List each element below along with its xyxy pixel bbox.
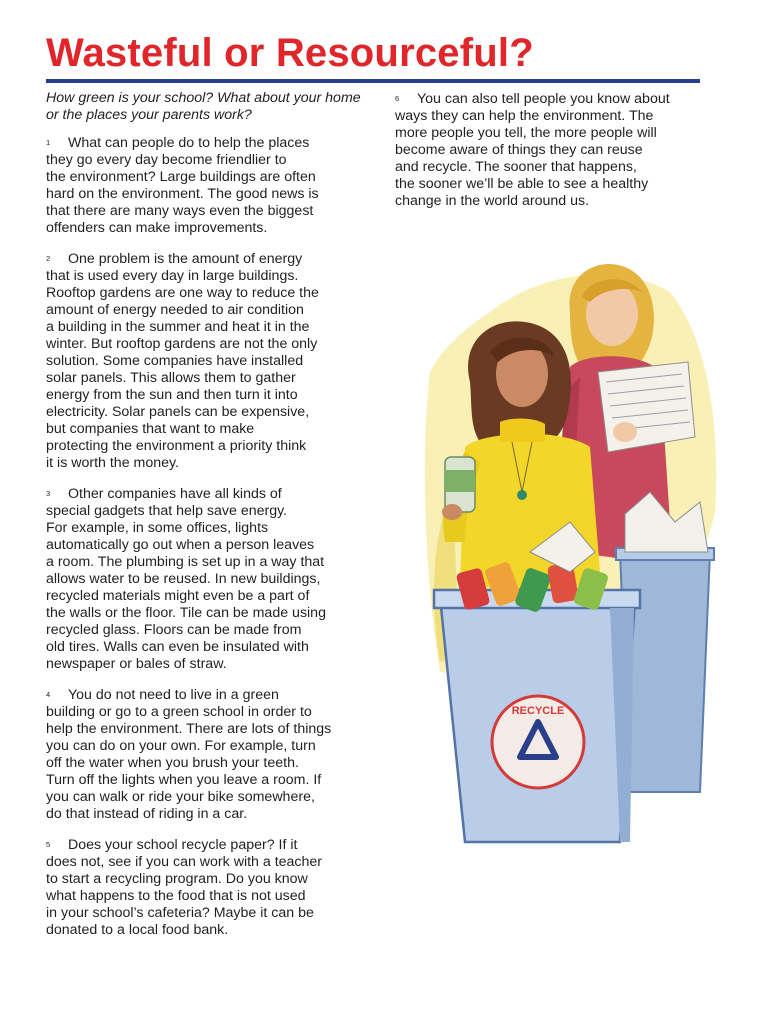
left-column bbox=[46, 90, 366, 953]
paragraph-line: Turn off the lights when you leave a room. If bbox=[46, 772, 322, 788]
paragraph-1 bbox=[46, 135, 366, 237]
paragraph-line: building or go to a green school in order to bbox=[46, 704, 312, 720]
title-divider bbox=[46, 79, 700, 83]
paragraph-line: it is worth the money. bbox=[46, 455, 179, 471]
paragraph-line: to start a recycling program. Do you know bbox=[46, 871, 308, 887]
paragraph-line: automatically go out when a person leaves bbox=[46, 537, 315, 553]
paragraph-line: Does your school recycle paper? If it bbox=[68, 837, 298, 853]
recycle-label: RECYCLE bbox=[511, 705, 565, 717]
paragraph-number: 3 bbox=[46, 489, 51, 498]
paragraph-line: For example, in some offices, lights bbox=[46, 520, 269, 536]
paragraph-line: recycled glass. Floors can be made from bbox=[46, 622, 302, 638]
paragraph-line: you can walk or ride your bike somewhere, bbox=[46, 789, 315, 805]
paragraph-line: recycled materials might even be a part of bbox=[46, 588, 310, 604]
paragraph-number: 6 bbox=[395, 94, 400, 103]
paragraph-4 bbox=[46, 687, 366, 823]
paragraph-line: old tires. Walls can even be insulated with bbox=[46, 639, 309, 655]
paragraph-line: the sooner we’ll be able to see a healthy bbox=[395, 176, 649, 192]
paragraph-line: newspaper or bales of straw. bbox=[46, 656, 227, 672]
paragraph-number: 2 bbox=[46, 254, 51, 263]
paragraph-3 bbox=[46, 486, 366, 673]
paragraph-line: special gadgets that help save energy. bbox=[46, 503, 288, 519]
paragraph-line: Other companies have all kinds of bbox=[68, 486, 282, 502]
paragraph-line: energy from the sun and then turn it into bbox=[46, 387, 298, 403]
paragraph-line: solution. Some companies have installed bbox=[46, 353, 304, 369]
paragraph-line: the environment? Large buildings are often bbox=[46, 169, 316, 185]
recycling-illustration bbox=[420, 252, 720, 862]
paragraph-line: a room. The plumbing is set up in a way that bbox=[46, 554, 325, 570]
paragraph-line: but companies that want to make bbox=[46, 421, 255, 437]
paragraph-line: off the water when you brush your teeth. bbox=[46, 755, 299, 771]
paragraph-line: amount of energy needed to air condition bbox=[46, 302, 304, 318]
paragraph-line: that is used every day in large buildings. bbox=[46, 268, 299, 284]
paragraph-5 bbox=[46, 837, 366, 939]
paragraph-line: does not, see if you can work with a teacher bbox=[46, 854, 323, 870]
paragraph-line: One problem is the amount of energy bbox=[68, 251, 303, 267]
paragraph-line: and recycle. The sooner that happens, bbox=[395, 159, 637, 175]
paragraph-line: You do not need to live in a green bbox=[68, 687, 279, 703]
paragraph-line: protecting the environment a priority think bbox=[46, 438, 307, 454]
paragraph-line: a building in the summer and heat it in the bbox=[46, 319, 310, 335]
paragraph-line: you can do on your own. For example, turn bbox=[46, 738, 316, 754]
paragraph-line: donated to a local food bank. bbox=[46, 922, 229, 938]
paragraph-line: electricity. Solar panels can be expensive, bbox=[46, 404, 310, 420]
paragraph-line: what happens to the food that is not used bbox=[46, 888, 306, 904]
paragraph-line: hard on the environment. The good news is bbox=[46, 186, 319, 202]
paragraph-line: allows water to be reused. In new buildings, bbox=[46, 571, 321, 587]
paragraph-line: ways they can help the environment. The bbox=[395, 108, 654, 124]
paragraph-line: they go every day become friendlier to bbox=[46, 152, 287, 168]
paragraph-number: 4 bbox=[46, 690, 51, 699]
paragraph-number: 1 bbox=[46, 138, 51, 147]
paragraph-line: that there are many ways even the biggest bbox=[46, 203, 314, 219]
paragraph-number: 5 bbox=[46, 840, 51, 849]
intro-text: How green is your school? What about your home or the places your parents work? bbox=[46, 90, 361, 123]
right-column bbox=[395, 91, 707, 224]
paragraph-line: more people you tell, the more people will bbox=[395, 125, 657, 141]
paragraph-line: change in the world around us. bbox=[395, 193, 590, 209]
paragraph-line: winter. But rooftop gardens are not the only bbox=[46, 336, 318, 352]
paragraph-line: do that instead of riding in a car. bbox=[46, 806, 248, 822]
paragraph-line: solar panels. This allows them to gather bbox=[46, 370, 296, 386]
paragraph-2 bbox=[46, 251, 366, 472]
paragraph-line: become aware of things they can reuse bbox=[395, 142, 643, 158]
paragraph-line: offenders can make improvements. bbox=[46, 220, 268, 236]
paragraph-line: the walls or the floor. Tile can be made using bbox=[46, 605, 326, 621]
paragraph-line: Rooftop gardens are one way to reduce the bbox=[46, 285, 319, 301]
paragraph-line: You can also tell people you know about bbox=[417, 91, 670, 107]
paragraph-6 bbox=[395, 91, 707, 210]
page-title: Wasteful or Resourceful? bbox=[46, 31, 534, 75]
paragraph-line: help the environment. There are lots of things bbox=[46, 721, 332, 737]
paragraph-line: in your school’s cafeteria? Maybe it can be bbox=[46, 905, 314, 921]
paragraph-line: What can people do to help the places bbox=[68, 135, 310, 151]
